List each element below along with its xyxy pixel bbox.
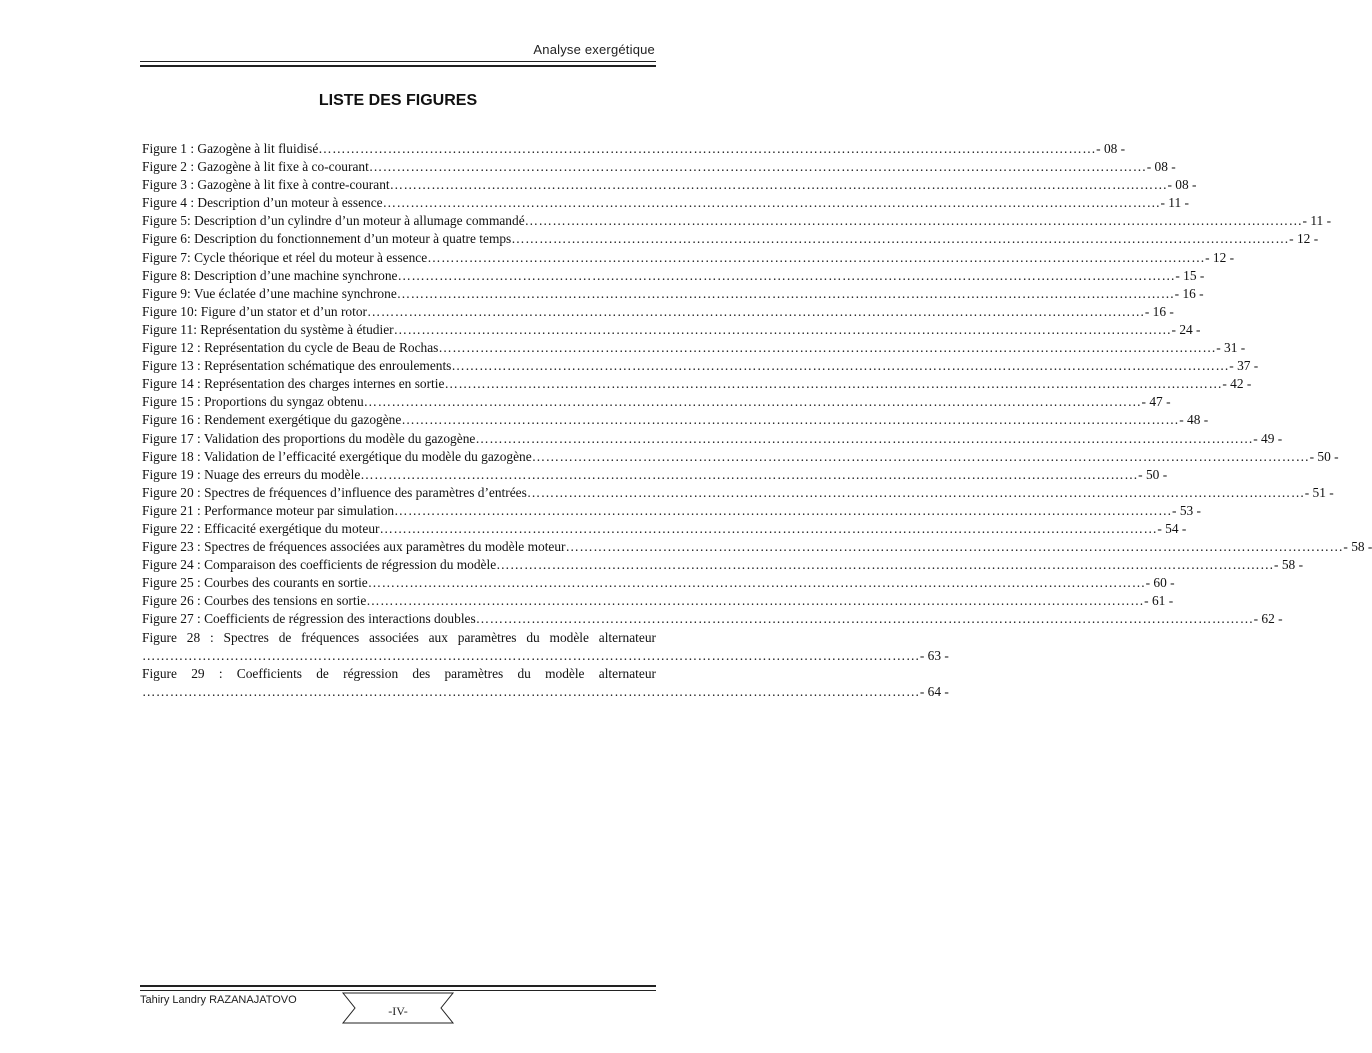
toc-entry[interactable] [142, 557, 1304, 575]
toc-entry[interactable] [142, 376, 1252, 394]
toc-entry-page: - 58 - [1274, 557, 1304, 573]
toc-entry-page: - 15 - [1175, 267, 1205, 283]
toc-entry[interactable] [142, 412, 1209, 430]
toc-entry-label: Figure 24 : Comparaison des coefficients de régression du modèle [142, 557, 497, 573]
toc-entry-label: Figure 1 : Gazogène à lit fluidisé [142, 141, 319, 156]
toc-entry-label: Figure 14 : Représentation des charges internes en sortie [142, 376, 445, 392]
toc-entry-page: - 64 - [919, 683, 949, 699]
toc-entry-page: - 63 - [919, 647, 949, 663]
toc-entry-label: Figure 28 : Spectres de fréquences associées aux paramètres du modèle alternateur [142, 629, 656, 645]
toc-entry-leader: …………………………………………………………………………………………………………………………………………………… [394, 502, 1173, 518]
footer-rule-thin [140, 990, 656, 991]
toc-entry-label: Figure 7: Cycle théorique et réel du moteur à essence [142, 249, 428, 265]
toc-entry-label: Figure 4 : Description d’un moteur à essence [142, 195, 383, 211]
toc-entry-label: Figure 25 : Courbes des courants en sortie [142, 575, 368, 591]
toc-entry-page: - 12 - [1205, 249, 1235, 265]
toc-entry-leader: …………………………………………………………………………………………………………………………………………………… [511, 231, 1290, 247]
toc-entry-leader: …………………………………………………………………………………………………………………………………………………… [427, 249, 1206, 265]
toc-entry-leader: …………………………………………………………………………………………………………………………………………………… [379, 520, 1158, 536]
toc-entry-page: - 11 - [1302, 213, 1332, 229]
toc-entry[interactable] [142, 394, 1171, 412]
toc-entry-leader: …………………………………………………………………………………………………………………………………………………… [393, 321, 1172, 337]
toc-entry-label: Figure 12 : Représentation du cycle de Beau de Rochas [142, 340, 439, 356]
toc-entry-label: Figure 6: Description du fonctionnement d’un moteur à quatre temps [142, 231, 512, 247]
toc-entry-leader: …………………………………………………………………………………………………………………………………………………… [367, 303, 1145, 319]
toc-entry-page: - 11 - [1160, 195, 1189, 211]
toc-entry-label: Figure 5: Description d’un cylindre d’un moteur à allumage commandé [142, 213, 525, 229]
header-rule-thin [140, 61, 656, 62]
toc-entry[interactable] [142, 466, 1168, 485]
toc-entry-page: - 47 - [1141, 394, 1171, 410]
toc-entry-label: Figure 27 : Coefficients de régression des interactions doubles [142, 611, 476, 627]
toc-entry-page: - 31 - [1216, 340, 1246, 356]
toc-entry-label: Figure 29 : Coefficients de régression des paramètres du modèle alternateur [142, 665, 656, 681]
toc-entry-leader: …………………………………………………………………………………………………………………………………………………… [451, 358, 1230, 374]
toc-entry[interactable] [142, 159, 1176, 177]
toc-entry-page: - 12 - [1289, 231, 1319, 247]
toc-entry-leader: …………………………………………………………………………………………………………………………………………………… [142, 683, 920, 699]
toc-entry-leader: …………………………………………………………………………………………………………………………………………………… [318, 141, 1097, 156]
toc-entry[interactable] [142, 321, 1201, 340]
list-of-figures [142, 141, 1372, 702]
toc-entry-page: - 49 - [1253, 430, 1283, 446]
footer-author: Tahiry Landry RAZANAJATOVO [140, 994, 297, 1006]
toc-entry[interactable] [142, 484, 1334, 503]
toc-entry-leader: …………………………………………………………………………………………………………………………………………………… [367, 575, 1146, 591]
toc-entry-leader: …………………………………………………………………………………………………………………………………………………… [397, 267, 1176, 283]
toc-entry-leader: …………………………………………………………………………………………………………………………………………………… [142, 647, 920, 663]
toc-entry-page: - 42 - [1222, 376, 1252, 392]
toc-entry-wrapped[interactable] [142, 665, 949, 702]
toc-entry-page: - 37 - [1229, 358, 1259, 374]
toc-entry-page: - 61 - [1144, 593, 1174, 609]
toc-entry-page: - 54 - [1157, 520, 1187, 536]
toc-entry-leader: …………………………………………………………………………………………………………………………………………………… [526, 484, 1305, 500]
toc-entry-leader: …………………………………………………………………………………………………………………………………………………… [401, 412, 1180, 428]
toc-entry-page: - 24 - [1171, 321, 1201, 337]
toc-entry-leader: …………………………………………………………………………………………………………………………………………………… [524, 213, 1303, 229]
toc-entry-label: Figure 21 : Performance moteur par simulation [142, 502, 395, 518]
header-rule-thick [140, 65, 656, 67]
toc-entry[interactable] [142, 303, 1174, 322]
toc-entry-label: Figure 26 : Courbes des tensions en sortie [142, 593, 367, 609]
toc-entry-label: Figure 16 : Rendement exergétique du gazogène [142, 412, 402, 428]
toc-entry-leader: …………………………………………………………………………………………………………………………………………………… [438, 340, 1217, 356]
toc-entry[interactable] [142, 141, 1126, 159]
toc-entry[interactable] [142, 593, 1174, 611]
toc-entry-wrapped[interactable] [142, 629, 949, 666]
toc-entry[interactable] [142, 177, 1197, 195]
toc-entry[interactable] [142, 267, 1205, 286]
toc-entry-page: - 62 - [1253, 611, 1283, 627]
toc-entry[interactable] [142, 520, 1187, 539]
toc-entry-leader: …………………………………………………………………………………………………………………………………………………… [496, 557, 1275, 573]
toc-entry[interactable] [142, 448, 1339, 467]
toc-entry-page: - 08 - [1146, 159, 1176, 175]
toc-entry-label: Figure 2 : Gazogène à lit fixe à co-courant [142, 159, 369, 175]
toc-entry-leader: …………………………………………………………………………………………………………………………………………………… [389, 177, 1168, 193]
toc-entry-leader: …………………………………………………………………………………………………………………………………………………… [368, 159, 1147, 175]
toc-entry-label: Figure 8: Description d’une machine synchrone [142, 267, 398, 283]
page-number: -IV- [388, 1004, 408, 1018]
toc-entry[interactable] [142, 285, 1204, 304]
toc-entry-leader: …………………………………………………………………………………………………………………………………………………… [475, 611, 1254, 627]
toc-entry-label: Figure 20 : Spectres de fréquences d’influence des paramètres d’entrées [142, 484, 527, 500]
toc-entry-label: Figure 10: Figure d’un stator et d’un rotor [142, 303, 367, 319]
toc-entry[interactable] [142, 213, 1332, 231]
toc-entry-page: - 60 - [1145, 575, 1175, 591]
toc-entry[interactable] [142, 249, 1235, 268]
toc-entry[interactable] [142, 611, 1283, 629]
toc-entry-label: Figure 15 : Proportions du syngaz obtenu [142, 394, 364, 410]
toc-entry-label: Figure 11: Représentation du système à étudier [142, 321, 394, 337]
toc-entry-page: - 53 - [1172, 502, 1202, 518]
toc-entry-leader: …………………………………………………………………………………………………………………………………………………… [396, 285, 1175, 301]
toc-entry-leader: …………………………………………………………………………………………………………………………………………………… [531, 448, 1310, 464]
toc-entry-page: - 16 - [1144, 303, 1174, 319]
toc-entry-label: Figure 18 : Validation de l’efficacité exergétique du modèle du gazogène [142, 448, 532, 464]
toc-entry-page: - 48 - [1179, 412, 1209, 428]
toc-entry-page: - 08 - [1167, 177, 1197, 193]
toc-entry[interactable] [142, 502, 1202, 521]
toc-entry-page: - 50 - [1309, 448, 1339, 464]
toc-entry[interactable] [142, 340, 1246, 358]
toc-entry-leader: …………………………………………………………………………………………………………………………………………………… [382, 195, 1161, 211]
toc-entry-leader: …………………………………………………………………………………………………………………………………………………… [565, 539, 1344, 555]
toc-entry[interactable] [142, 358, 1259, 376]
toc-entry-page: - 08 - [1096, 141, 1126, 156]
header-title: Analyse exergétique [533, 42, 655, 57]
toc-entry-page: - 51 - [1304, 484, 1334, 500]
toc-entry-label: Figure 17 : Validation des proportions du modèle du gazogène [142, 430, 476, 446]
toc-entry-page: - 16 - [1174, 285, 1204, 301]
toc-entry-label: Figure 13 : Représentation schématique des enroulements [142, 358, 452, 374]
toc-entry[interactable] [142, 539, 1372, 557]
toc-entry[interactable] [142, 231, 1319, 249]
toc-entry-leader: …………………………………………………………………………………………………………………………………………………… [363, 394, 1142, 410]
toc-entry[interactable] [142, 195, 1189, 213]
toc-entry-label: Figure 3 : Gazogène à lit fixe à contre-courant [142, 177, 390, 193]
page-title: LISTE DES FIGURES [318, 92, 478, 109]
toc-entry-leader: …………………………………………………………………………………………………………………………………………………… [444, 376, 1223, 392]
toc-entry[interactable] [142, 575, 1175, 593]
toc-entry-label: Figure 19 : Nuage des erreurs du modèle [142, 466, 361, 482]
toc-entry-label: Figure 22 : Efficacité exergétique du moteur [142, 520, 380, 536]
toc-entry-label: Figure 9: Vue éclatée d’une machine synchrone [142, 285, 397, 301]
toc-entry-leader: …………………………………………………………………………………………………………………………………………………… [360, 466, 1139, 482]
toc-entry-leader: …………………………………………………………………………………………………………………………………………………… [475, 430, 1254, 446]
toc-entry-page: - 50 - [1138, 466, 1168, 482]
toc-entry-leader: …………………………………………………………………………………………………………………………………………………… [366, 593, 1145, 609]
footer-rule-thick [140, 985, 656, 987]
toc-entry[interactable] [142, 430, 1283, 449]
toc-entry-page: - 58 - [1343, 539, 1372, 555]
toc-entry-label: Figure 23 : Spectres de fréquences associées aux paramètres du modèle moteur [142, 539, 566, 555]
